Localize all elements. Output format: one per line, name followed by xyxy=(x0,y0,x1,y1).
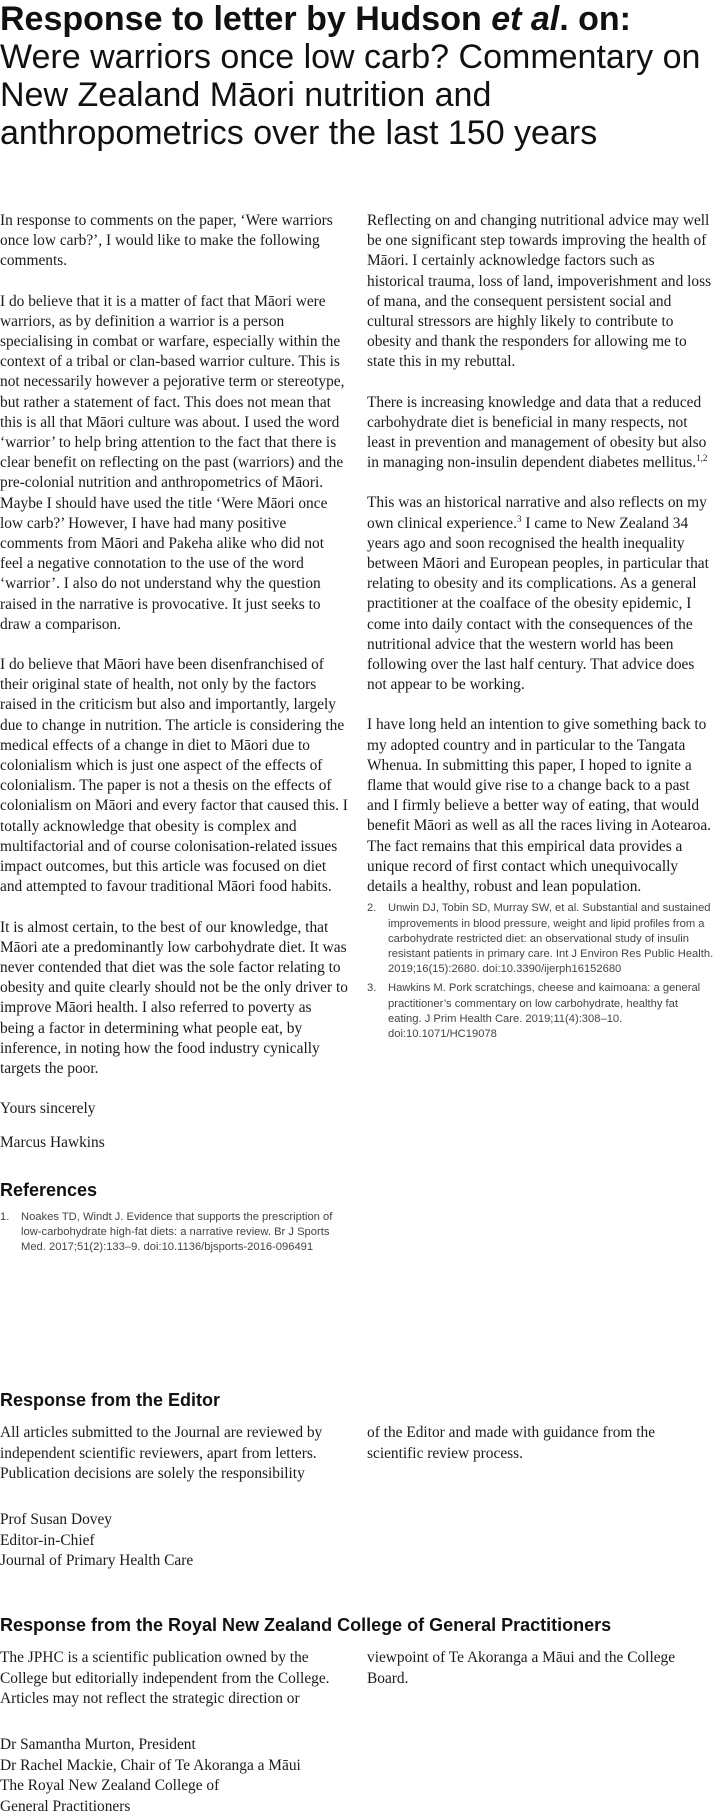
college-sign-line-4: General Practitioners xyxy=(0,1797,348,1817)
college-sign-line-1: Dr Samantha Murton, President xyxy=(0,1735,348,1756)
reference-number: 2. xyxy=(367,901,376,916)
letter-signature: Marcus Hawkins xyxy=(0,1133,348,1153)
letter-paragraph-knowledge xyxy=(367,393,714,474)
editor-signature-block xyxy=(0,1510,348,1572)
letter-closing: Yours sincerely xyxy=(0,1099,348,1119)
editor-response-text-left xyxy=(0,1423,348,1485)
historical-text-a: This was an historical narrative and also reflects on my own clinical experience. xyxy=(367,494,707,531)
letter-paragraph-historical xyxy=(367,493,714,695)
title-bold-prefix: Response to letter by Hudson xyxy=(0,0,491,38)
college-sign-line-2: Dr Rachel Mackie, Chair of Te Akoranga a Māui xyxy=(0,1756,348,1777)
editor-text-right: of the Editor and made with guidance from the scientific review process. xyxy=(367,1423,714,1464)
knowledge-text: There is increasing knowledge and data that a reduced carbohydrate diet is beneficial in many respects, not least in prevention and management of obesity but also in managing non-insulin dependent diabetes mellitus. xyxy=(367,394,706,472)
college-signature-block xyxy=(0,1735,348,1817)
reference-list-right xyxy=(367,901,714,1042)
citation-superscript: 1,2 xyxy=(696,453,707,463)
reference-number: 1. xyxy=(0,1210,9,1225)
editor-response-heading: Response from the Editor xyxy=(0,1390,220,1411)
letter-paragraph-intention: I have long held an intention to give something back to my adopted country and in particular to the Tangata Whenua. In submitting this paper, I hoped to ignite a flame that would give rise to a change back to a past and I firmly believe a better way of eating, that would benefit Māori as well as all the races living in Aotearoa. The fact remains that this empirical data provides a unique record of first contact which unequivocally details a healthy, robust and lean population. xyxy=(367,715,714,897)
letter-paragraph-reflecting: Reflecting on and changing nutritional advice may well be one significant step towards improving the health of Māori. I certainly acknowledge factors such as historical trauma, loss of land, impoverishment and loss of mana, and the consequent persistent social and cultural stressors are highly likely to contribute to obesity and thank the responders for allowing me to state this in my rebuttal. xyxy=(367,211,714,373)
reference-item-2 xyxy=(367,901,714,977)
college-text-right: viewpoint of Te Akoranga a Māui and the College Board. xyxy=(367,1648,714,1689)
college-response-text-right xyxy=(367,1648,714,1689)
letter-paragraph-warriors: I do believe that it is a matter of fact that Māori were warriors, as by definition a warrior is a person specialising in combat or warfare, especially within the context of a tribal or clan-based warrior culture. This is not necessarily however a pejorative term or stereotype, but rather a statement of fact. This does not mean that this is all that Māori culture was about. I used the word ‘warrior’ to help bring attention to the fact that there is clear benefit on reflecting on the past (warriors) and the pre-colonial nutrition and anthropometrics of Māori. Maybe I should have used the title ‘Were Māori once low carb?’ However, I have had many positive comments from Māori and Pakeha alike who did not feel a negative connotation to the use of the word ‘warrior’. I also do not understand why the question raised in the narrative is provocative. It just seeks to draw a comparison. xyxy=(0,292,348,635)
reference-text: Unwin DJ, Tobin SD, Murray SW, et al. Substantial and sustained improvements in blood pressure, weight and lipid profiles from a carbohydrate restricted diet: an observational study of insulin resistant patients in primary care. Int J Environ Res Public Health. 2019;16(15):2680. doi:10.3390/ijerph16152680 xyxy=(388,902,713,975)
title-bold-suffix: . on: xyxy=(559,0,631,38)
letter-paragraph-disenfranchised: I do believe that Māori have been disenfranchised of their original state of health, not only by the factors raised in the criticism but also and importantly, largely due to change in nutrition. The article is considering the medical effects of a change in diet to Māori due to colonialism which is just one aspect of the effects of colonialism. The paper is not a thesis on the effects of colonialism on Māori and every factor that caused this. I totally acknowledge that obesity is complex and multifactorial and of course colonisation-related issues impact outcomes, but this article was focused on diet and attempted to favour traditional Māori food habits. xyxy=(0,655,348,897)
editor-sign-role: Editor-in-Chief xyxy=(0,1531,348,1552)
editor-response-text-right xyxy=(367,1423,714,1464)
references-heading: References xyxy=(0,1180,348,1200)
article-title xyxy=(0,0,708,152)
citation-superscript: 3 xyxy=(517,514,522,524)
title-rest: Were warriors once low carb? Commentary on New Zealand Māori nutrition and anthropometrics over the last 150 years xyxy=(0,38,700,152)
letter-intro: In response to comments on the paper, ‘Were warriors once low carb?’, I would like to make the following comments. xyxy=(0,211,348,272)
editor-sign-org: Journal of Primary Health Care xyxy=(0,1551,348,1572)
reference-text: Hawkins M. Pork scratchings, cheese and kaimoana: a general practitioner’s commentary on low carbohydrate, healthy fat eating. J Prim Health Care. 2019;11(4):308–10. doi:10.1071/HC19078 xyxy=(388,982,700,1040)
left-column xyxy=(0,211,348,1259)
title-bold-italic: et al xyxy=(491,0,559,38)
letter-paragraph-certain: It is almost certain, to the best of our knowledge, that Māori ate a predominantly low carbohydrate diet. It was never contended that diet was the sole factor relating to obesity and quite clearly should not be the only driver to improve Māori health. I also referred to poverty as being a factor in determining what people eat, by inference, in noting how the food industry cynically targets the poor. xyxy=(0,918,348,1080)
historical-text-b: I came to New Zealand 34 years ago and soon recognised the health inequality between Māori and European peoples, in particular that relating to obesity and its complications. As a general practitioner at the coalface of the obesity epidemic, I come into daily contact with the consequences of the nutritional advice that the western world has been following over the last half century. That advice does not appear to be working. xyxy=(367,515,709,694)
right-column xyxy=(367,211,714,1046)
college-response-heading: Response from the Royal New Zealand College of General Practitioners xyxy=(0,1615,611,1636)
college-text-left: The JPHC is a scientific publication owned by the College but editorially independent from the College. Articles may not reflect the strategic direction or xyxy=(0,1648,348,1710)
reference-item-1 xyxy=(0,1210,348,1256)
college-sign-line-3: The Royal New Zealand College of xyxy=(0,1776,348,1797)
college-response-text-left xyxy=(0,1648,348,1710)
reference-list-left xyxy=(0,1210,348,1256)
editor-sign-name: Prof Susan Dovey xyxy=(0,1510,348,1531)
reference-item-3 xyxy=(367,981,714,1042)
editor-text-left: All articles submitted to the Journal are reviewed by independent scientific reviewers, apart from letters. Publication decisions are solely the responsibility xyxy=(0,1423,348,1485)
reference-text: Noakes TD, Windt J. Evidence that supports the prescription of low-carbohydrate high-fat diets: a narrative review. Br J Sports Med. 2017;51(2):133–9. doi:10.1136/bjsports-2016-096491 xyxy=(21,1211,332,1253)
reference-number: 3. xyxy=(367,981,376,996)
